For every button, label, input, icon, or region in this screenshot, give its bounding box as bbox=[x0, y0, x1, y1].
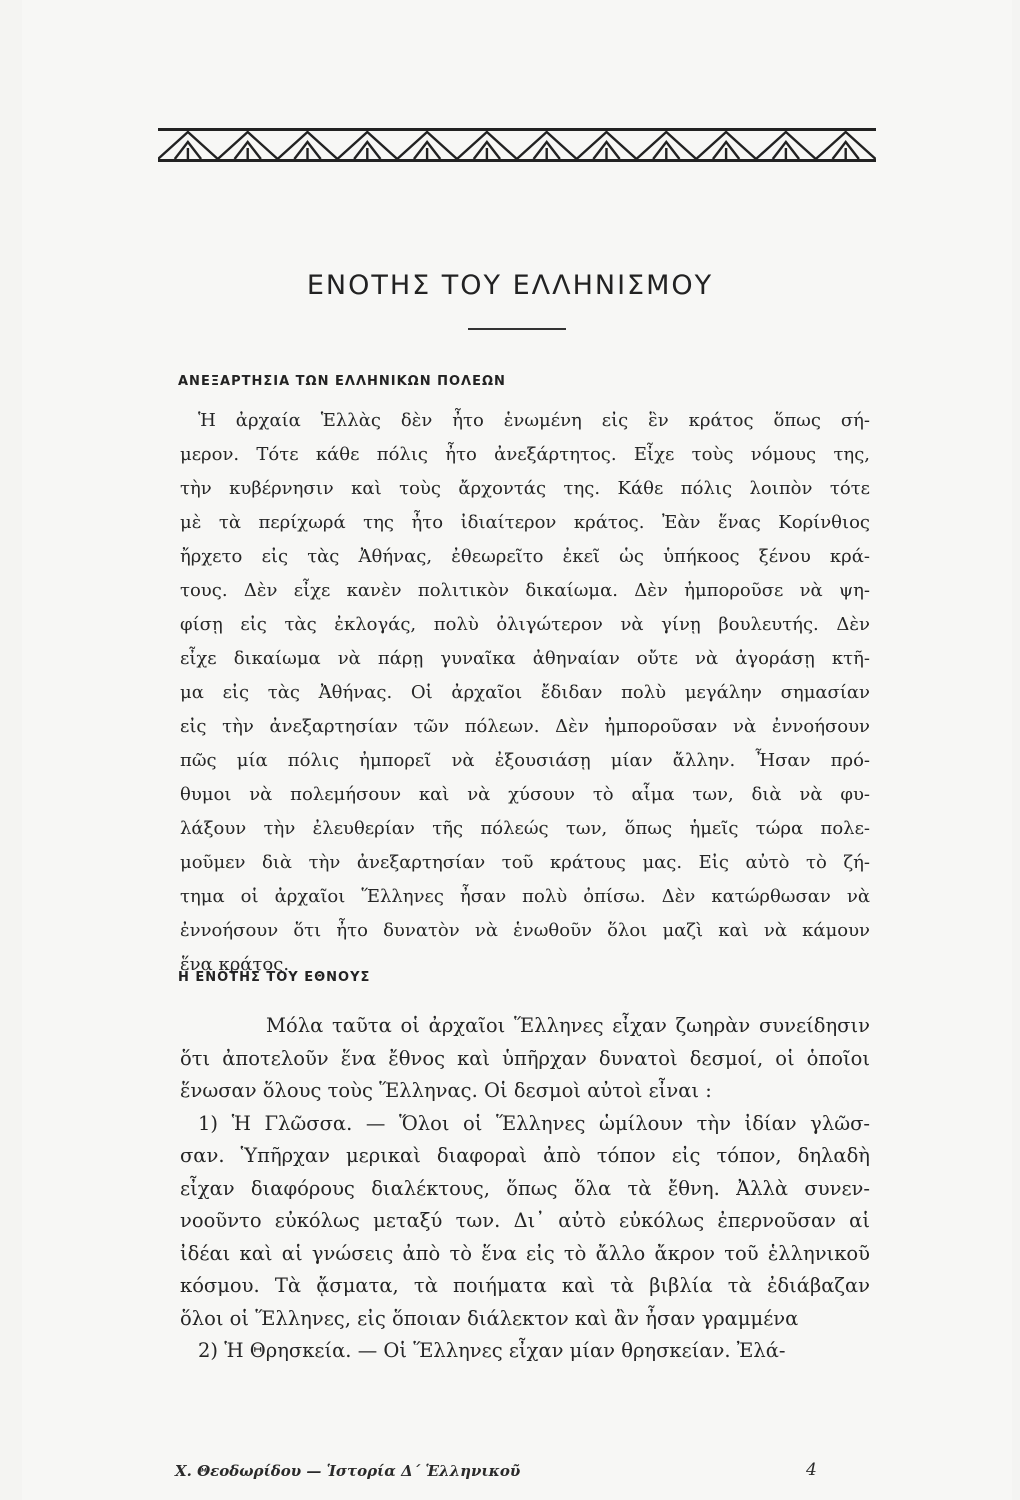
section-heading-unity: Η ΕΝΟΤΗΣ ΤΟΥ ΕΘΝΟΥΣ bbox=[178, 970, 371, 985]
text-line: εἶχε δικαίωμα νὰ πάρῃ γυναῖκα ἀθηναίαν οὔτε νὰ ἀγοράσῃ κτῆ- bbox=[180, 648, 870, 669]
text-line: Μόλα ταῦτα οἱ ἀρχαῖοι Ἕλληνες εἶχαν ζωηρὰν συνείδησιν bbox=[266, 1014, 870, 1037]
text-line: εἰς τὴν ἀνεξαρτησίαν τῶν πόλεων. Δὲν ἠμποροῦσαν νὰ ἐννοήσουν bbox=[180, 716, 870, 737]
text-line: θυμοι νὰ πολεμήσουν καὶ νὰ χύσουν τὸ αἷμα των, διὰ νὰ φυ- bbox=[180, 784, 870, 805]
text-line: μοῦμεν διὰ τὴν ἀνεξαρτησίαν τοῦ κράτους μας. Εἰς αὐτὸ τὸ ζή- bbox=[180, 852, 870, 873]
ornament-motif bbox=[457, 132, 517, 159]
text-line: εἶχαν διαφόρους διαλέκτους, ὅπως ὅλα τὰ ἔθνη. Ἀλλὰ συνεν- bbox=[180, 1176, 870, 1200]
ornament-motif bbox=[696, 132, 756, 159]
paragraph-unity bbox=[180, 1010, 870, 1368]
text-line: μὲ τὰ περίχωρά της ἦτο ἰδιαίτερον κράτος. Ἐὰν ἕνας Κορίνθιος bbox=[180, 512, 870, 533]
ornament-motif bbox=[577, 132, 637, 159]
greek-ornament-band bbox=[158, 128, 876, 162]
text-line: φίσῃ εἰς τὰς ἐκλογάς, πολὺ ὀλιγώτερον νὰ γίνῃ βουλευτής. Δὲν bbox=[180, 614, 870, 635]
text-line: σαν. Ὑπῆρχαν μερικαὶ διαφοραὶ ἀπὸ τόπον εἰς τόπον, δηλαδὴ bbox=[180, 1144, 870, 1167]
footer-citation: Χ. Θεοδωρίδου — Ἱστορία Δ΄ Ἑλληνικοῦ bbox=[175, 1462, 521, 1480]
ornament-motif bbox=[337, 132, 397, 159]
section-heading-independence: ΑΝΕΞΑΡΤΗΣΙΑ ΤΩΝ ΕΛΛΗΝΙΚΩΝ ΠΟΛΕΩΝ bbox=[178, 374, 506, 389]
text-line: ἐννοήσουν ὅτι ἦτο δυνατὸν νὰ ἑνωθοῦν ὅλοι μαζὶ καὶ νὰ κάμουν bbox=[180, 920, 870, 941]
text-line: Ἡ ἀρχαία Ἑλλὰς δὲν ἦτο ἑνωμένη εἰς ἓν κράτος ὅπως σή- bbox=[198, 410, 870, 431]
ornament-motif bbox=[756, 132, 816, 159]
ornament-motif bbox=[816, 132, 876, 159]
text-line: 1) Ἡ Γλῶσσα. — Ὅλοι οἱ Ἕλληνες ὡμίλουν τὴν ἰδίαν γλῶσ- bbox=[198, 1111, 870, 1135]
text-line: τους. Δὲν εἶχε κανὲν πολιτικὸν δικαίωμα. Δὲν ἠμποροῦσε νὰ ψη- bbox=[180, 580, 870, 601]
paragraph-independence bbox=[180, 404, 870, 982]
text-line: μερον. Τότε κάθε πόλις ἦτο ἀνεξάρτητος. Εἶχε τοὺς νόμους της, bbox=[180, 444, 870, 465]
text-line: πῶς μία πόλις ἠμπορεῖ νὰ ἐξουσιάσῃ μίαν ἄλλην. Ἦσαν πρό- bbox=[180, 750, 870, 771]
ornament-motif bbox=[158, 132, 218, 159]
text-line: κόσμου. Τὰ ᾄσματα, τὰ ποιήματα καὶ τὰ βιβλία τὰ ἐδιάβαζαν bbox=[180, 1274, 870, 1297]
text-line: 2) Ἡ Θρησκεία. — Οἱ Ἕλληνες εἶχαν μίαν θρησκείαν. Ἐλά- bbox=[198, 1339, 786, 1362]
text-line: τὴν κυβέρνησιν καὶ τοὺς ἄρχοντάς της. Κάθε πόλις λοιπὸν τότε bbox=[180, 478, 870, 499]
text-line: ὅλοι οἱ Ἕλληνες, εἰς ὅποιαν διάλεκτον καὶ ἂν ἦσαν γραμμένα bbox=[180, 1306, 799, 1330]
text-line: ἕνωσαν ὅλους τοὺς Ἕλληνας. Οἱ δεσμοὶ αὐτοὶ εἶναι : bbox=[180, 1079, 712, 1102]
page-title: ΕΝΟΤΗΣ ΤΟΥ ΕΛΛΗΝΙΣΜΟΥ bbox=[306, 270, 714, 301]
ornament-motif bbox=[397, 132, 457, 159]
text-line: ἕνα κράτος. bbox=[180, 954, 290, 975]
ornament-motif bbox=[218, 132, 278, 159]
ornament-motif bbox=[278, 132, 338, 159]
text-line: ἤρχετο εἰς τὰς Ἀθήνας, ἐθεωρεῖτο ἐκεῖ ὡς ὑπήκοος ξένου κρά- bbox=[180, 546, 870, 567]
title-divider bbox=[468, 328, 566, 330]
text-line: νοοῦντο εὐκόλως μεταξύ των. Δι᾿ αὐτὸ εὐκόλως ἐπερνοῦσαν αἱ bbox=[180, 1209, 870, 1232]
ornament-motif bbox=[517, 132, 577, 159]
ornament-motif bbox=[636, 132, 696, 159]
text-line: τημα οἱ ἀρχαῖοι Ἕλληνες ἦσαν πολὺ ὀπίσω. Δὲν κατώρθωσαν νὰ bbox=[180, 886, 870, 907]
page-number: 4 bbox=[806, 1460, 817, 1480]
text-line: μα εἰς τὰς Ἀθήνας. Οἱ ἀρχαῖοι ἔδιδαν πολὺ μεγάλην σημασίαν bbox=[180, 682, 870, 703]
text-line: ἰδέαι καὶ αἱ γνώσεις ἀπὸ τὸ ἕνα εἰς τὸ ἄλλο ἄκρον τοῦ ἑλληνικοῦ bbox=[180, 1241, 870, 1265]
text-line: λάξουν τὴν ἐλευθερίαν τῆς πόλεώς των, ὅπως ἡμεῖς τώρα πολε- bbox=[180, 818, 870, 839]
text-line: ὅτι ἀποτελοῦν ἕνα ἔθνος καὶ ὑπῆρχαν δυνατοὶ δεσμοί, οἱ ὁποῖοι bbox=[180, 1046, 870, 1070]
